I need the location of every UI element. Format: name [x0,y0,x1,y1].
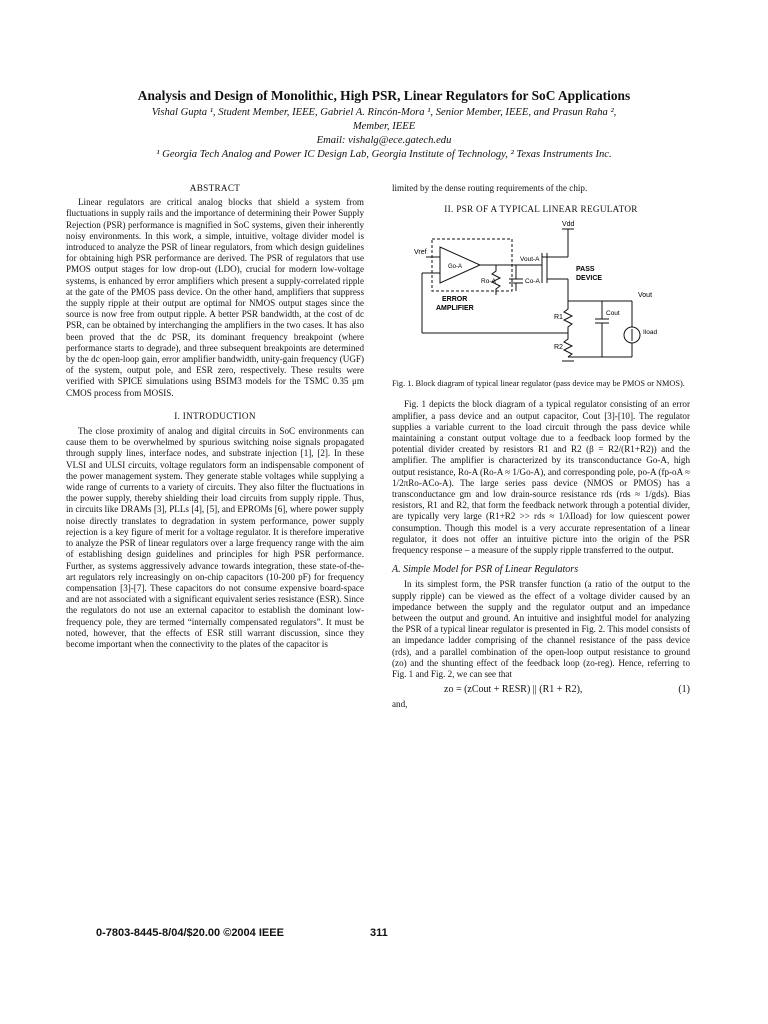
authors-line-1: Vishal Gupta ¹, Student Member, IEEE, Gabriel A. Rincón-Mora ¹, Senior Member, IEEE, and Prasun Raha ², [151,107,617,118]
paper-title: Analysis and Design of Monolithic, High PSR, Linear Regulators for SoC Applications [137,88,631,103]
label-vouta: Vout-A [520,256,540,264]
continuation-text: limited by the dense routing requirements of the chip. [392,183,588,193]
label-vdd: Vdd [562,221,575,229]
intro-heading: I. INTRODUCTION [174,410,256,421]
abstract-text: Linear regulators are critical analog blocks that shield a system from fluctuations in supply rails and the importance of determining their Power Supply Rejection (PSR) performance is magnified in SoC systems, given their inherently noisy environments. In this work, a simple, intuitive, voltage divider model is introduced to analyze the PSR of linear regulators, from which design guidelines for obtaining high PSR performance are derived. The PSR of regulators that use PMOS output stages for low drop-out (LDO), crucial for modern low-voltage systems, is enhanced by error amplifiers which present a supply-correlated ripple at the gate of the PMOS pass device. On the other hand, amplifiers that suppress the supply ripple at their output are optimal for NMOS output stages since the source is now free from output ripple. A better PSR bandwidth, at the cost of dc PSR, can be obtained by interchanging the amplifiers in the two cases. It has also been proved that the dc PSR, its dominant frequency breakpoint (where performance starts to degrade), and three subsequent breakpoints are determined by the dc open-loop gain, error amplifier bandwidth, unity-gain frequency (UGF) of the system, output pole, and ESR zero, respectively. These results were verified with SPICE simulations using BSIM3 models for the TSMC 0.35 μm CMOS process from MOSIS. [66,197,364,398]
label-error: ERROR [442,296,468,304]
label-r1: R1 [554,314,563,322]
right-paragraph-2: In its simplest form, the PSR transfer function (a ratio of the output to the supply ripple) can be viewed as the effect of a voltage divider caused by an impedance between the supply and the regulator output and an impedance between the output and ground. An intuitive and insightful model for analyzing the PSR of a typical linear regulator is presented in Fig. 2. This model consists of an impedance ladder comprising of the channel resistance of the pass device (rds), and a parallel combination of the open-loop output resistance to ground (zo) and the shunting effect of the feedback loop (zo-reg). Hence, referring to Fig. 1 and Fig. 2, we can see that [392,579,690,680]
abstract-heading: ABSTRACT [189,183,241,193]
label-goa: Go-A [448,264,463,271]
author-email: Email: vishalg@ece.gatech.edu [316,135,452,146]
page-number: 311 [370,927,388,939]
label-amplifier: AMPLIFIER [436,305,474,313]
author-block [70,106,698,162]
figure-1-caption: Fig. 1. Block diagram of typical linear regulator (pass device may be PMOS or NMOS). [392,379,685,389]
right-column [392,183,690,711]
equation-1-number: (1) [678,684,690,696]
label-roa: Ro-A [481,278,496,286]
label-r2: R2 [554,344,563,352]
authors-line-2: Member, IEEE [352,121,416,132]
footer-isbn: 0-7803-8445-8/04/$20.00 ©2004 IEEE [96,927,284,939]
label-vout: Vout [638,292,653,300]
subsection-a-heading: A. Simple Model for PSR of Linear Regulators [392,564,579,576]
section2-heading: II. PSR OF A TYPICAL LINEAR REGULATOR [444,204,638,215]
author-affiliation: ¹ Georgia Tech Analog and Power IC Design Lab, Georgia Institute of Technology, ² Texas Instruments Inc. [156,149,612,160]
intro-text: The close proximity of analog and digital circuits in SoC environments can cause them to be overwhelmed by spurious switching noise signals propagated through supply lines, interface nodes, and substrate injection [1], [2]. In these VLSI and ULSI circuits, voltage regulators form an indispensable component of the power management system. They generate stable voltages while supplying a wide range of currents to a variety of circuits. They also filter the fluctuations in the power supply, thereby shielding their load circuits from supply ripple. Thus, in circuits like DRAMs [3], PLLs [4], [5], and EPROMs [6], where power supply noise directly translates to degradation in system performance, power supply rejection is a key figure of merit for a voltage regulator. It is therefore imperative to analyze the PSR of linear regulators over a large frequency range with the aim of establishing design guidelines and principles for high PSR performance. Further, as systems aggressively advance towards integration, these state-of-the-art regulators rely increasingly on on-chip capacitors (10-200 pF) for frequency compensation [3]-[7]. These capacitors do not consume expensive board-space and are not associated with a significant equivalent series resistance (ESR). Since the regulators do not use an external capacitor to establish the dominant low-frequency pole, they are termed “internally compensated regulators”. It must be noted, however, that the effects of ESR still warrant discussion, since they become important when the connectivity to the plates of the capacitor is [66,426,364,649]
left-column [66,183,364,650]
equation-1 [392,680,690,699]
label-device: DEVICE [576,275,603,283]
label-vref: Vref [414,249,427,257]
figure-1-block-diagram [392,217,690,365]
label-iload: Iload [643,329,658,337]
label-cout: Cout [606,310,620,318]
and-text: and, [392,699,408,710]
right-paragraph-1: Fig. 1 depicts the block diagram of a typical regulator consisting of an error amplifier, a pass device and an output capacitor, Cout [3]-[10]. The regulator supplies a variable current to the load circuit through the pass device while maintaining a constant output voltage due to a feedback loop formed by the potential divider created by resistors R1 and R2 (β = R2/(R1+R2)) and the amplifier. The amplifier is characterized by its transconductance Go-A, high output resistance, Ro-A (Ro-A ≈ 1/Go-A), and corresponding pole, po-A (fp-oA ≈ 1/2πRo-ACo-A). The large series pass device (NMOS or PMOS) has a transconductance gm and low drain-source resistance rds (rds ≈ 1/gds). Bias resistors, R1 and R2, that form the feedback network through a potential divider, are typically very large (R1+R2 >> rds ≈ 1/λIload) for low quiescent power consumption. Though this model is a very accurate representation of a linear regulator, it does not offer an intuitive picture into the origin of the PSR frequency response – a measure of the supply ripple transferred to the output. [392,399,690,556]
label-pass: PASS [576,266,595,274]
label-coa: Co-A [525,278,540,286]
equation-1-body: zo = (zCout + RESR) || (R1 + R2), [444,684,583,696]
